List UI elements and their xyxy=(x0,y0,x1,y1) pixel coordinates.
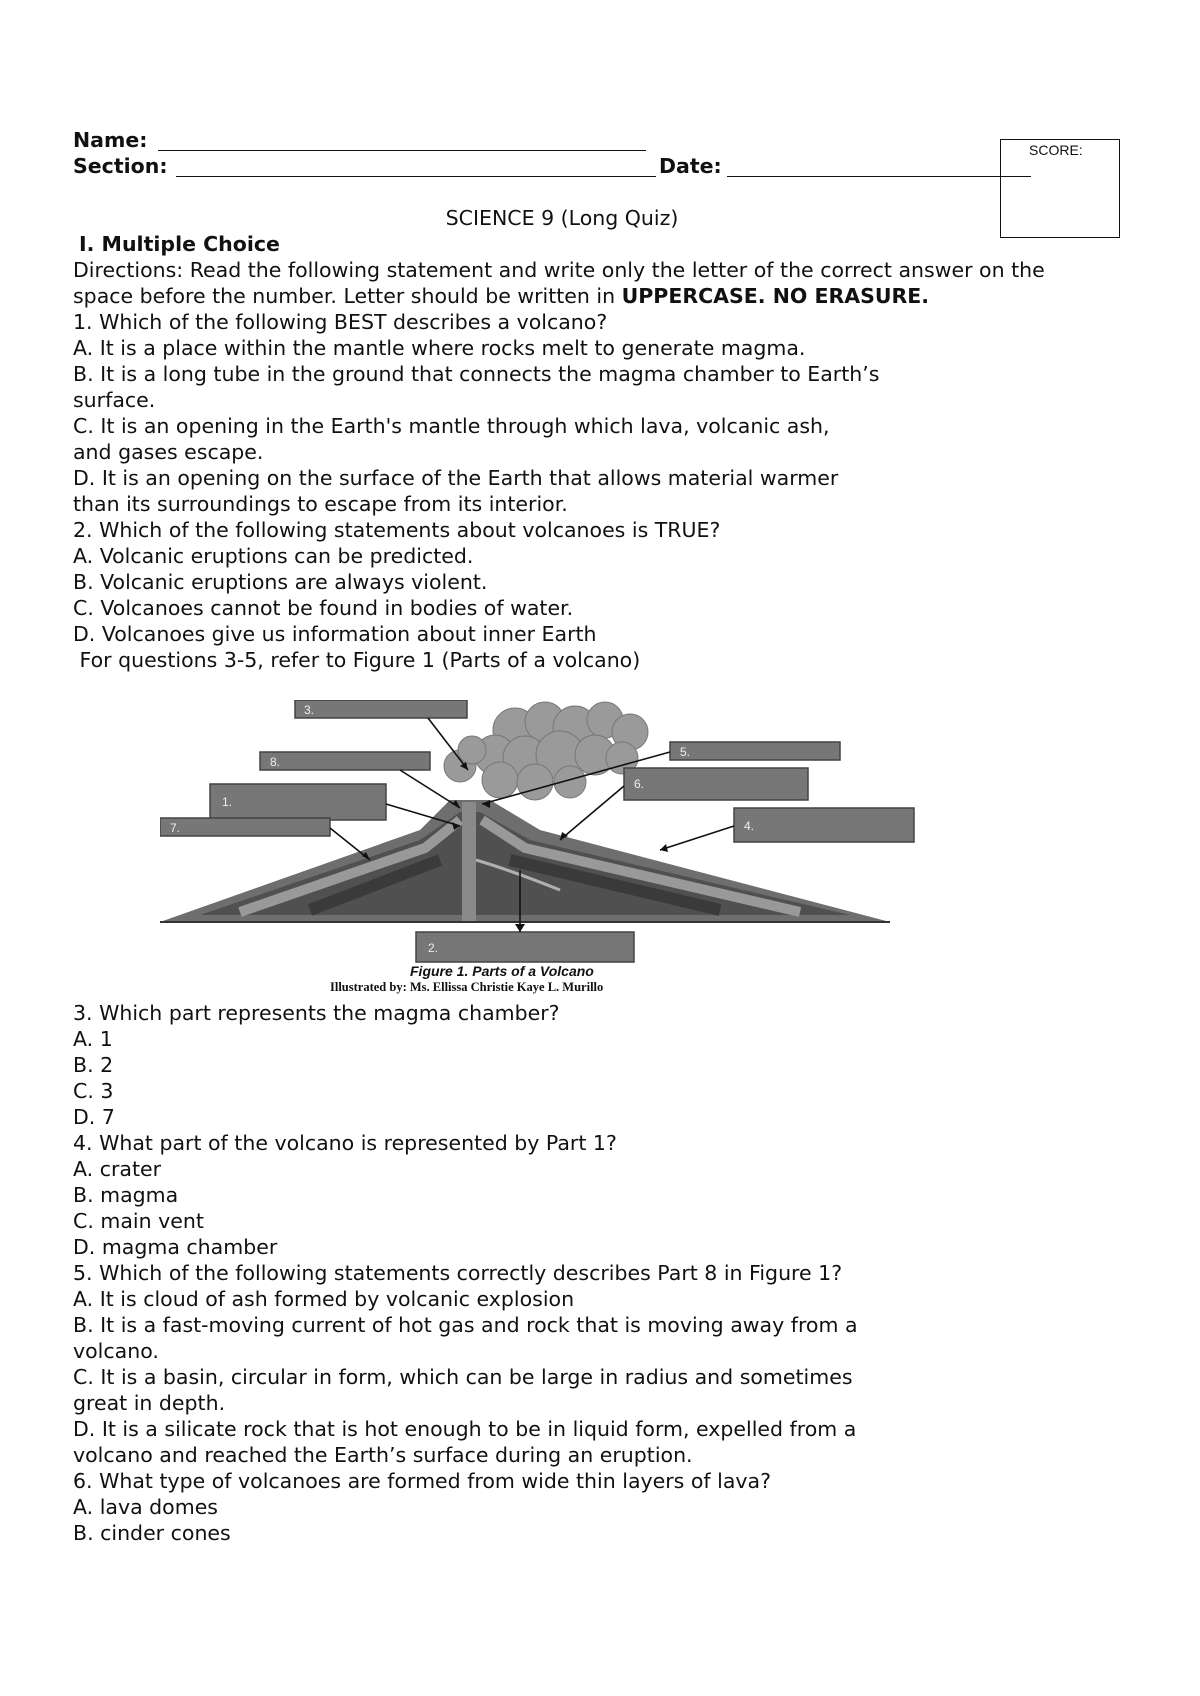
directions-text: space before the number. Letter should be written in xyxy=(73,284,622,308)
text-line: C. main vent xyxy=(73,1209,204,1233)
name-label: Name: xyxy=(73,128,148,152)
text-line: 3. Which part represents the magma chamber? xyxy=(73,1001,560,1025)
text-line: volcano and reached the Earth’s surface during an eruption. xyxy=(73,1443,693,1467)
label-box-2[interactable] xyxy=(416,932,634,962)
text-line: D. 7 xyxy=(73,1105,115,1129)
text-line: D. Volcanoes give us information about inner Earth xyxy=(73,622,597,646)
text-line: C. It is an opening in the Earth's mantle through which lava, volcanic ash, xyxy=(73,414,830,438)
directions-line-2 xyxy=(73,283,929,309)
date-label: Date: xyxy=(659,154,722,178)
questions-block-1 xyxy=(73,309,879,673)
figure-label: 4. xyxy=(744,819,755,833)
part-heading: I. Multiple Choice xyxy=(79,232,280,256)
label-box-8[interactable] xyxy=(260,752,430,770)
text-line: A. lava domes xyxy=(73,1495,218,1519)
text-line: and gases escape. xyxy=(73,440,264,464)
label-box-5[interactable] xyxy=(670,742,840,760)
text-line: volcano. xyxy=(73,1339,159,1363)
ash-cloud xyxy=(444,702,648,800)
text-line: 1. Which of the following BEST describes a volcano? xyxy=(73,310,608,334)
text-line: C. Volcanoes cannot be found in bodies of water. xyxy=(73,596,574,620)
text-line: 4. What part of the volcano is represented by Part 1? xyxy=(73,1131,617,1155)
text-line: B. It is a long tube in the ground that connects the magma chamber to Earth’s xyxy=(73,362,880,386)
text-line: D. magma chamber xyxy=(73,1235,278,1259)
score-label: SCORE: xyxy=(1029,142,1083,158)
label-box-3[interactable] xyxy=(295,700,467,718)
text-line: 2. Which of the following statements about volcanoes is TRUE? xyxy=(73,518,721,542)
text-line: B. Volcanic eruptions are always violent. xyxy=(73,570,488,594)
figure-label: 3. xyxy=(304,703,315,717)
date-field[interactable] xyxy=(727,176,1031,177)
section-field[interactable] xyxy=(176,176,656,177)
text-line: B. cinder cones xyxy=(73,1521,231,1545)
figure-label: 2. xyxy=(428,941,439,955)
page-title: SCIENCE 9 (Long Quiz) xyxy=(445,206,679,230)
text-line: D. It is an opening on the surface of the Earth that allows material warmer xyxy=(73,466,839,490)
text-line: A. 1 xyxy=(73,1027,113,1051)
text-line: For questions 3-5, refer to Figure 1 (Parts of a volcano) xyxy=(73,648,641,672)
label-box-4[interactable] xyxy=(734,808,914,842)
label-box-7[interactable] xyxy=(160,818,330,836)
text-line: 5. Which of the following statements correctly describes Part 8 in Figure 1? xyxy=(73,1261,843,1285)
text-line: B. 2 xyxy=(73,1053,114,1077)
text-line: than its surroundings to escape from its interior. xyxy=(73,492,568,516)
section-label: Section: xyxy=(73,154,168,178)
text-line: C. 3 xyxy=(73,1079,114,1103)
figure-label: 5. xyxy=(680,745,691,759)
text-line: A. It is a place within the mantle where rocks melt to generate magma. xyxy=(73,336,806,360)
text-line: A. Volcanic eruptions can be predicted. xyxy=(73,544,474,568)
label-box-1[interactable] xyxy=(210,784,386,820)
figure-credit: Illustrated by: Ms. Ellissa Christie Kaye L. Murillo xyxy=(330,980,604,994)
figure-caption: Figure 1. Parts of a Volcano xyxy=(410,963,594,979)
name-field[interactable] xyxy=(158,150,646,151)
text-line: D. It is a silicate rock that is hot enough to be in liquid form, expelled from a xyxy=(73,1417,857,1441)
directions-emphasis: UPPERCASE. NO ERASURE. xyxy=(621,284,930,308)
questions-block-2 xyxy=(73,1000,858,1546)
text-line: A. crater xyxy=(73,1157,162,1181)
text-line: B. It is a fast-moving current of hot gas and rock that is moving away from a xyxy=(73,1313,858,1337)
figure-label: 7. xyxy=(170,821,181,835)
main-vent xyxy=(462,802,476,922)
volcano-figure xyxy=(160,700,930,1000)
figure-label: 6. xyxy=(634,777,645,791)
text-line: surface. xyxy=(73,388,156,412)
text-line: great in depth. xyxy=(73,1391,226,1415)
text-line: A. It is cloud of ash formed by volcanic explosion xyxy=(73,1287,575,1311)
directions-line-1: Directions: Read the following statement and write only the letter of the correct answer on the xyxy=(73,258,1045,282)
figure-label: 8. xyxy=(270,755,281,769)
text-line: C. It is a basin, circular in form, which can be large in radius and sometimes xyxy=(73,1365,853,1389)
label-box-6[interactable] xyxy=(624,768,808,800)
text-line: 6. What type of volcanoes are formed from wide thin layers of lava? xyxy=(73,1469,771,1493)
figure-label: 1. xyxy=(222,795,233,809)
text-line: B. magma xyxy=(73,1183,179,1207)
